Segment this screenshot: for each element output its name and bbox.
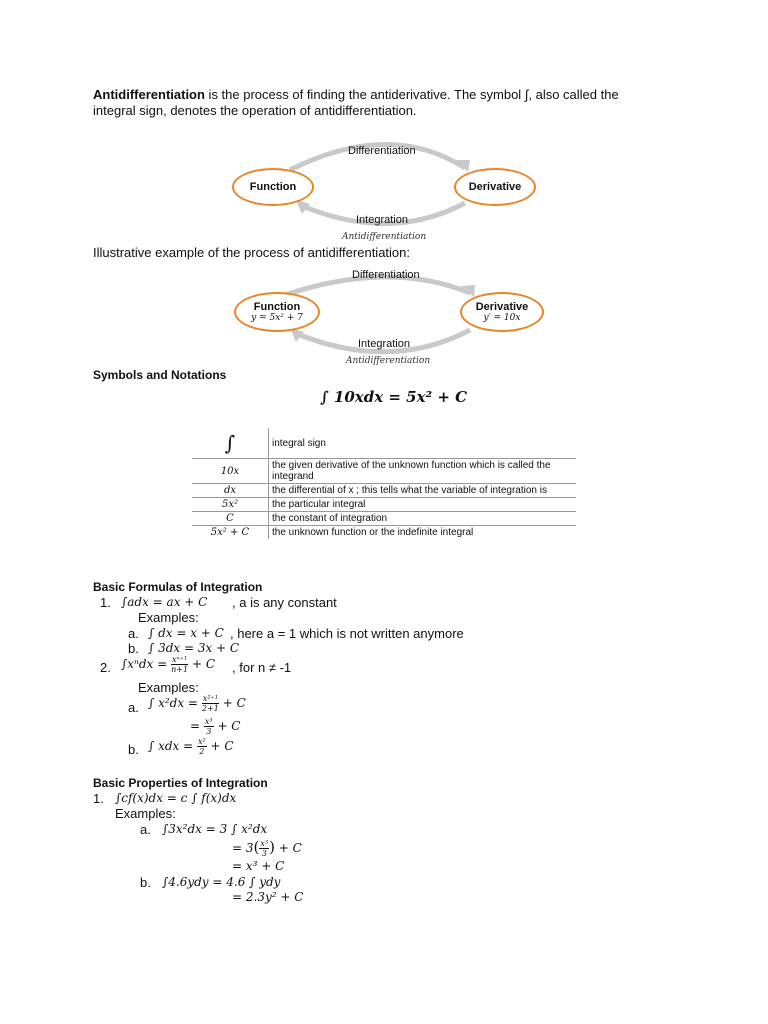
symbol-cell: 5x² [192,498,269,512]
formula-2a-rhs: + C [222,696,246,710]
antidifferentiation-label: Antidifferentiation [342,232,427,242]
formula-2-equation [121,655,215,674]
property-a-step-3: = x³ + C [232,859,285,873]
formula-2-lhs: ∫xⁿdx = [121,657,168,671]
diagram-2-arrows [0,0,768,380]
property-a-step-2-lhs: = 3 [232,841,254,855]
illustrative-caption: Illustrative example of the process of antidifferentiation: [93,245,410,260]
formula-2a-step-2 [190,717,241,736]
table-row [192,459,576,484]
property-1-examples: Examples: [115,806,176,821]
function-ellipse-2 [234,292,320,332]
symbols-heading: Symbols and Notations [93,368,227,382]
properties-heading: Basic Properties of Integration [93,776,268,790]
formula-2a-step-2-denominator: 3 [206,727,212,736]
table-row [192,498,576,512]
formula-1-equation: ∫adx = ax + C [121,595,208,609]
formula-2a-step-2-rhs: + C [217,719,241,733]
formula-2b-lhs: ∫ xdx = [148,739,194,753]
formula-1a-equation: ∫ dx = x + C [148,626,224,640]
formula-2-number: 2. [100,660,111,675]
formula-2a-lhs: ∫ x²dx = [148,696,198,710]
formula-2-numerator: xⁿ⁺¹ [172,655,188,664]
formula-2a-label: a. [128,700,139,715]
table-row [192,512,576,526]
formula-1-examples: Examples: [138,610,199,625]
formula-2a-step-2-fraction [204,717,214,736]
function-label-2: Function [253,301,301,313]
formula-1a-label: a. [128,626,139,641]
symbol-cell: dx [192,484,269,498]
property-b-step-2: = 2.3y² + C [232,890,304,904]
symbol-table [192,428,576,539]
formula-1b-label: b. [128,641,139,656]
formula-2b-fraction [197,737,207,756]
formula-1-note: , a is any constant [232,595,337,610]
meaning-cell: the unknown function or the indefinite integral [272,527,474,538]
formula-2-fraction [171,655,188,674]
meaning-cell: the particular integral [272,499,366,510]
function-label: Function [249,181,297,193]
differentiation-label: Differentiation [348,145,416,157]
intro-text: is the process of finding the antiderivative. The symbol ∫, also called the integral sign, denotes the operation of antidifferentiation. [93,87,619,118]
table-row [192,526,576,540]
table-row [192,428,576,459]
derivative-equation: y′ = 10x [483,313,521,323]
integration-label: Integration [356,214,408,226]
formula-2-examples: Examples: [138,680,199,695]
formula-2-denominator: n+1 [171,665,189,674]
formula-2a-numerator: x²⁺¹ [202,694,218,703]
formula-1a-note: , here a = 1 which is not written anymore [230,626,464,641]
formulas-heading: Basic Formulas of Integration [93,580,263,594]
property-b-equation: ∫4.6ydy = 4.6 ∫ ydy [162,875,281,889]
meaning-cell: the differential of x ; this tells what the variable of integration is [272,485,547,496]
main-equation: ∫ 10xdx = 5x² + C [320,388,468,406]
meaning-cell: the given derivative of the unknown function which is called the integrand [272,460,551,482]
derivative-label: Derivative [468,181,522,193]
symbol-cell: 10x [192,459,269,484]
property-1-equation: ∫cf(x)dx = c ∫ f(x)dx [115,791,237,805]
intro-term: Antidifferentiation [93,87,205,102]
formula-2a-fraction [202,694,219,713]
antidifferentiation-label-2: Antidifferentiation [346,356,431,366]
table-row [192,484,576,498]
formula-1b-equation: ∫ 3dx = 3x + C [148,641,240,655]
meaning-cell: integral sign [272,437,326,449]
integration-label-2: Integration [358,338,410,350]
property-a-step-2-numerator: x³ [260,839,269,848]
symbol-cell: ∫ [192,428,269,459]
formula-2a-denominator: 2+1 [201,704,219,713]
formula-2a-equation [148,694,246,713]
symbol-cell: 5x² + C [192,526,269,540]
derivative-ellipse-2 [460,292,544,332]
formula-2-note: , for n ≠ -1 [232,660,292,675]
derivative-label-2: Derivative [475,301,529,313]
formula-2b-denominator: 2 [199,747,205,756]
formula-2a-step-2-numerator: x³ [204,717,213,726]
formula-2b-label: b. [128,742,139,757]
property-a-step-2-fraction [259,839,269,858]
property-b-label: b. [140,875,151,890]
symbol-cell: C [192,512,269,526]
formula-2b-equation [148,737,234,756]
property-a-label: a. [140,822,151,837]
formula-2-rhs: + C [192,657,216,671]
differentiation-label-2: Differentiation [352,269,420,281]
function-equation: y = 5x² + 7 [251,313,303,323]
property-a-step-2-rhs: + C [278,841,302,855]
formula-2a-step-2-lhs: = [190,719,201,733]
property-1-number: 1. [93,791,104,806]
property-a-step-2-denominator: 3 [261,849,267,858]
formula-2b-rhs: + C [210,739,234,753]
property-a-equation: ∫3x²dx = 3 ∫ x²dx [162,822,268,836]
property-a-step-2: = 3( $\frac{\text{x³}}{3}$ ) + C [232,838,302,858]
meaning-cell: the constant of integration [272,513,388,524]
formula-1-number: 1. [100,595,111,610]
formula-2b-numerator: x² [197,737,206,746]
